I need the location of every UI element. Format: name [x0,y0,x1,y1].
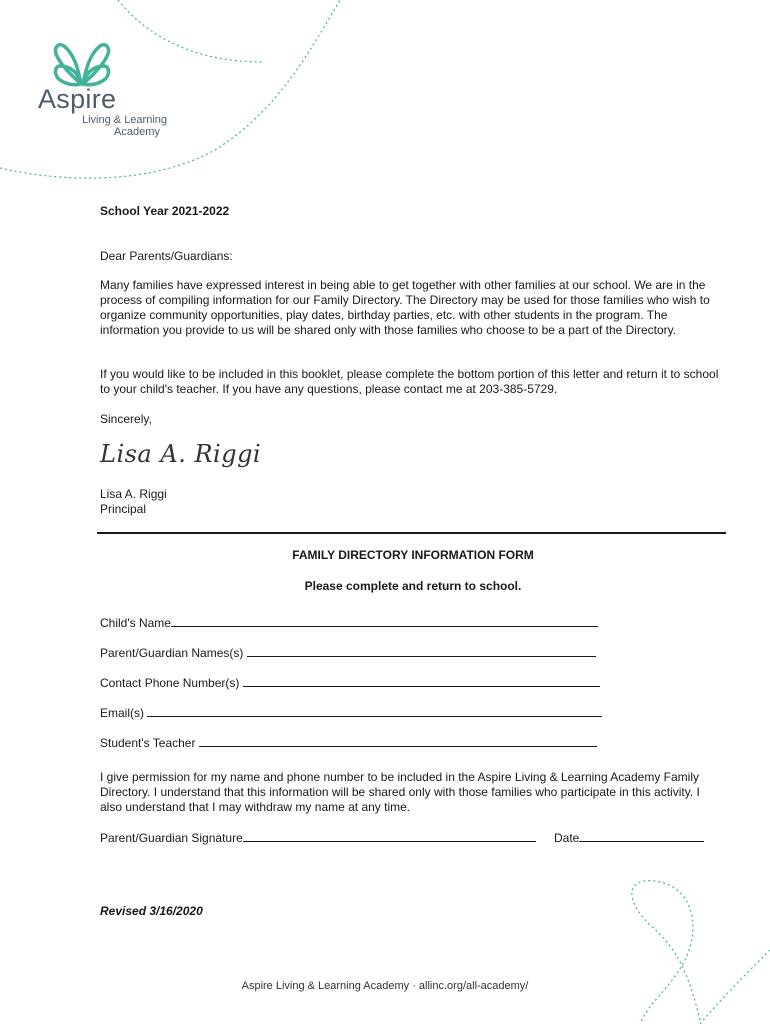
phone-label: Contact Phone Number(s) [100,676,240,690]
letter-paragraph-2: If you would like to be included in this booklet, please complete the bottom portion of this letter and return it to school to your child's teacher. If you have any questions, please contact me at 203-385-5729. [100,367,719,396]
child-name-line[interactable] [171,615,598,627]
teacher-field[interactable] [100,735,597,751]
school-year-heading: School Year 2021-2022 [100,204,230,218]
email-field[interactable] [100,705,602,721]
phone-field[interactable] [100,675,600,691]
date-label: Date [554,831,580,845]
principal-signature: Lisa A. Riggi [100,440,262,468]
signer-name: Lisa A. Riggi [100,487,167,501]
phone-line[interactable] [243,675,600,687]
form-title: FAMILY DIRECTORY INFORMATION FORM [292,548,534,562]
logo-subtitle-line1: Living & Learning [82,114,168,126]
child-name-label: Child's Name [100,616,171,630]
parent-names-field[interactable] [100,645,596,661]
guardian-signature-label: Parent/Guardian Signature [100,831,243,845]
guardian-signature-field[interactable] [100,830,536,846]
date-line[interactable] [579,830,704,842]
parent-names-line[interactable] [247,645,596,657]
form-instruction: Please complete and return to school. [304,579,522,593]
teacher-line[interactable] [199,735,597,747]
letter-paragraph-1: Many families have expressed interest in being able to get together with other families at our school. We are in the process of compiling information for our Family Directory. The Directory may be used for those families who wish to organize community opportunities, play dates, birthday parties, etc. with other students in the program. The information you provide to us will be shared only with those families who choose to be a part of the Directory. [100,278,710,337]
date-field[interactable] [554,830,704,846]
email-label: Email(s) [100,706,144,720]
salutation: Dear Parents/Guardians: [100,249,233,263]
section-divider [97,532,726,534]
teacher-label: Student's Teacher [100,736,196,750]
permission-text: I give permission for my name and phone number to be included in the Aspire Living & Learning Academy Family Directory. I understand that this information will be shared only with those families who participate in this activity. I also understand that I may withdraw my name at any time. [100,770,700,814]
logo-wordmark: Aspire [38,84,117,114]
parent-names-label: Parent/Guardian Names(s) [100,646,244,660]
closing: Sincerely, [100,412,152,426]
child-name-field[interactable] [100,615,598,631]
logo-subtitle-line2: Academy [114,126,160,138]
guardian-signature-line[interactable] [243,830,536,842]
revised-date: Revised 3/16/2020 [100,904,203,918]
signer-title: Principal [100,502,147,516]
email-line[interactable] [147,705,602,717]
page-footer: Aspire Living & Learning Academy · allinc.org/all-academy/ [241,980,529,992]
